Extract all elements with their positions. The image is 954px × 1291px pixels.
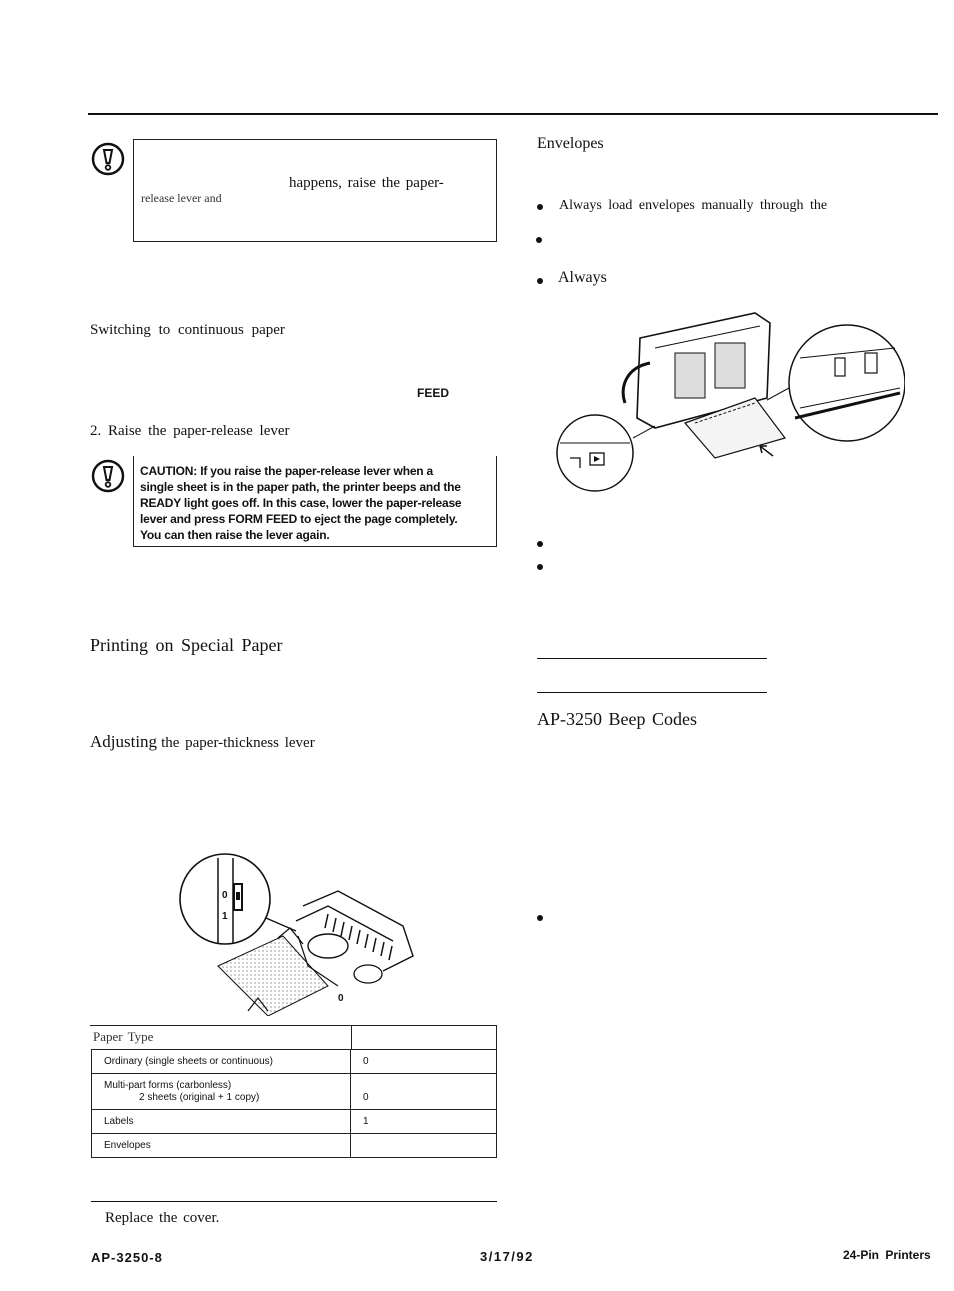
caution-line-5: You can then raise the lever again. [140, 528, 330, 542]
caution-line-2: single sheet is in the paper path, the printer beeps and the [140, 480, 461, 494]
bullet-5 [537, 564, 543, 570]
table-bottom-rule [91, 1201, 497, 1202]
right-rule-1 [537, 658, 767, 659]
adjust-heading-rest: the paper-thickness lever [161, 735, 315, 751]
lever-setting-cell: 0 [351, 1050, 497, 1074]
caution-line-3: READY light goes off. In this case, lower the paper-release [140, 496, 462, 510]
paper-thickness-table [91, 1049, 497, 1158]
right-rule-2 [537, 692, 767, 693]
table-header-divider [351, 1025, 352, 1049]
bullet-1 [537, 204, 543, 210]
table-header-paper-type: Paper Type [93, 1029, 154, 1044]
adjust-heading [90, 732, 315, 752]
paper-thickness-lever-illustration [178, 846, 418, 1016]
bullet-3-text: Always [558, 269, 607, 286]
table-row [92, 1050, 497, 1074]
lever-label-1: 1 [222, 911, 228, 922]
bullet-3 [537, 278, 543, 284]
table-header-right-edge [496, 1025, 497, 1049]
header-rule [88, 113, 938, 115]
caution-line-1: CAUTION: If you raise the paper-release lever when a [140, 464, 434, 478]
envelopes-heading: Envelopes [537, 135, 604, 152]
lever-label-0: 0 [222, 890, 228, 901]
note-text-line2: release lever and [141, 191, 222, 205]
special-paper-heading: Printing on Special Paper [90, 635, 283, 655]
lever-position-label: 0 [338, 993, 344, 1004]
table-row [92, 1110, 497, 1134]
footer-doc-id: AP-3250-8 [91, 1250, 163, 1265]
attention-icon [91, 142, 125, 176]
paper-type-line-2: 2 sheets (original + 1 copy) [139, 1091, 260, 1103]
bullet-6 [537, 915, 543, 921]
caution-icon [91, 459, 125, 493]
lever-setting-cell: 0 [351, 1074, 497, 1110]
table-row [92, 1074, 497, 1110]
lever-setting-cell: 1 [351, 1110, 497, 1134]
note-text-line1: happens, raise the paper- [289, 175, 444, 191]
switch-heading: Switching to continuous paper [90, 322, 285, 338]
lever-setting-cell [351, 1134, 497, 1158]
step-2: 2. Raise the paper-release lever [90, 423, 290, 439]
caution-text [140, 463, 492, 543]
paper-type-cell: Labels [92, 1110, 351, 1134]
replace-cover-text: Replace the cover. [105, 1210, 220, 1226]
footer-section: 24-Pin Printers [843, 1248, 931, 1262]
paper-type-cell: Ordinary (single sheets or continuous) [92, 1050, 351, 1074]
paper-type-cell: Envelopes [92, 1134, 351, 1158]
caution-line-4: lever and press FORM FEED to eject the page completely. [140, 512, 458, 526]
bullet-1-text: Always load envelopes manually through the [559, 198, 828, 213]
bullet-2 [536, 237, 542, 243]
table-top-rule [90, 1025, 496, 1026]
paper-type-cell [92, 1074, 351, 1110]
table-row [92, 1134, 497, 1158]
feed-label: FEED [417, 386, 450, 400]
bullet-4 [537, 541, 543, 547]
beep-codes-heading: AP-3250 Beep Codes [537, 709, 697, 729]
adjust-heading-bold: Adjusting [90, 732, 158, 751]
envelope-loading-illustration [555, 308, 905, 498]
footer-date: 3/17/92 [480, 1249, 534, 1264]
paper-type-line-1: Multi-part forms (carbonless) [104, 1079, 232, 1091]
